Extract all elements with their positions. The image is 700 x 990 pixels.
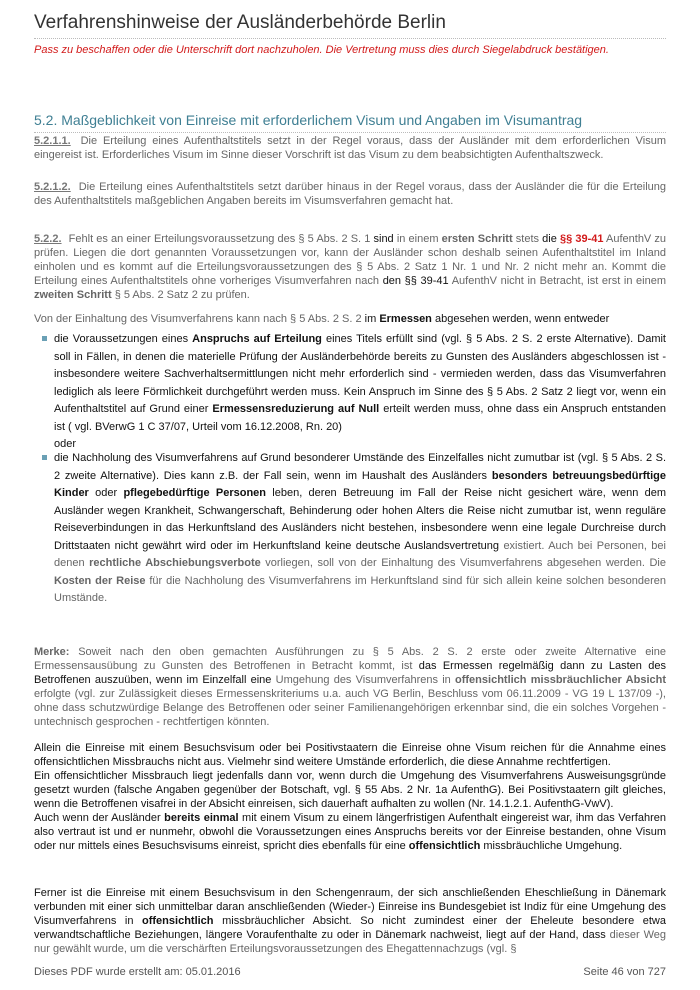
footer-page-number: Seite 46 von 727 (583, 966, 666, 978)
text-run: die Nachholung des Visumverfahrens auf Grund besonderer Umstände des Einzelfalles nicht zumutbar ist (vgl. § 5 Abs. 2 S. 2 zweite Alternative). Dies kann z.B. der Fall sein, wenn im Haushalt des Ausländers (54, 452, 666, 482)
text-run: oder (54, 438, 77, 450)
footer-created-date: Dieses PDF wurde erstellt am: 05.01.2016 (34, 966, 241, 978)
emphasis: offensichtlich (142, 915, 214, 927)
text-run: missbräuchlicher Absicht. So nicht zumindest einer der Eheleute besondere etwa verwandtschaftliche Beziehungen, längere Voraufenthalte zu oder in Dänemark nachweist, liegt auf der Hand, dass (34, 915, 666, 941)
emphasis: bereits einmal (164, 812, 239, 824)
list-item-unzumutbar (42, 450, 666, 608)
text-run: Ferner ist die Einreise mit einem Besuchsvisum in den Schengenraum, der sich anschließenden Eheschließung in Dänemark verbunden mit einer sich unmittelbar daran anschließenden (Wieder-) Einreise ins Bundesgebiet ist Indiz für eine Umgehung des Visumverfahrens in (34, 887, 666, 927)
emphasis: §§ 39-41 (559, 233, 604, 245)
bullet-icon (42, 336, 47, 341)
text-run: existiert. Auch bei Personen, bei denen (54, 539, 666, 569)
emphasis: pflegebedürftige Personen (123, 487, 267, 499)
emphasis: ersten Schritt (441, 233, 513, 245)
merke-paragraph (34, 645, 666, 729)
text-run: sind (373, 233, 394, 245)
emphasis: besonders betreuungsbedürftige Kinder (54, 469, 666, 499)
text-run: AufenthV nicht in Betracht, ist erst in einem (451, 275, 667, 287)
emphasis: Kosten der Reise (54, 574, 146, 587)
bullet-icon (42, 455, 47, 460)
text-run: Soweit nach den oben gemachten Ausführungen zu § 5 Abs. 2 S. 2 erste oder zweite Alternative eine Ermessensausübung zu Gunsten des Betroffenen in Betracht kommt, ist (34, 646, 666, 672)
paragraph-number: 5.2.1.1. (34, 135, 71, 147)
list-item-anspruch (42, 331, 666, 454)
daenemark-paragraph (34, 886, 666, 956)
text-run: die (542, 233, 557, 245)
paragraph-5-2-1-1 (34, 134, 666, 162)
text-run: das Ermessen regelmäßig dann zu Lasten des Betroffenen auszuüben, wenn im Einzelfall eine (34, 660, 667, 686)
intro-paragraph (34, 312, 666, 326)
text-block: Ein offensichtlicher Missbrauch liegt jedenfalls dann vor, wenn durch die Umgehung des Visumverfahrens Ausweisungsgründe gesetzt wurden (falsche Angaben gegenüber der Botschaft, vgl. § 55 Abs. 2 Nr. 1a AufenthG). Bei Positivstaatern gilt gleiches, wenn die Betroffenen visafrei in der Absicht einreisen, sich dauerhaft aufhalten zu wollen (Nr. 14.1.2.1. AufenthG-VwV). (34, 770, 666, 810)
missbrauch-paragraph (34, 741, 666, 853)
text-run: den §§ 39-41 (382, 275, 449, 287)
emphasis: offensichtlich missbräuchlicher Absicht (455, 674, 666, 686)
text-run: erteilt werden muss, ohne dass ein Anspruch entstanden ist ( vgl. BVerwG 1 C 37/07, Urteil vom 16.12.2008, Rn. 20) (54, 403, 666, 433)
text-run: Auch wenn der Ausländer (34, 812, 161, 824)
text-run: die Voraussetzungen eines (54, 333, 189, 345)
emphasis: Ermessensreduzierung auf Null (212, 403, 380, 415)
emphasis: Anspruchs auf Erteilung (192, 333, 322, 345)
header-divider (34, 38, 666, 39)
text-run: dieser Weg nur gewählt wurde, um die verschärften Erteilungsvoraussetzungen des Ehegattennachzugs (vgl. § (34, 929, 666, 955)
text-run: in einem (396, 233, 439, 245)
document-title: Verfahrenshinweise der Ausländerbehörde Berlin (34, 12, 446, 33)
text-block: Allein die Einreise mit einem Besuchsvisum oder bei Positivstaatern die Einreise ohne Visum reichen für die Annahme eines offensichtlichen Missbrauchs nicht aus. Vielmehr sind weitere Umstände erforderlich, die diese Annahme rechtfertigen. (34, 742, 666, 768)
section-heading: 5.2. Maßgeblichkeit von Einreise mit erforderlichem Visum und Angaben im Visumantrag (34, 112, 583, 128)
text-block (34, 811, 666, 853)
paragraph-number: 5.2.2. (34, 233, 62, 245)
text-run: erfolgte (vgl. zur Zulässigkeit dieses Ermessenskriteriums u.a. auch VG Berlin, Beschluss vom 06.11.2009 - VG 19 L 137/09 -), ohne dass schutzwürdige Belange des Betroffenen oder seiner Familienangehörigen erkennbar sind, die ein solches Vorgehen - untechnisch gesprochen - rechtfertigen könnten. (34, 688, 666, 728)
text-run: Von der Einhaltung des Visumverfahrens kann nach § 5 Abs. 2 S. 2 (34, 313, 362, 325)
paragraph-5-2-1-2 (34, 180, 666, 208)
text-run: AufenthV zu prüfen. Liegen die dort genannten Voraussetzungen vor, kann der Ausländer schon deshalb seinen Aufenthaltstitel im Inland einholen und es kommt auf die Erteilungsvoraussetzungen des § 5 Abs. 2 Satz 1 Nr. 1 und Nr. 2 nicht mehr an. Kommt die Erteilung eines Aufenthaltstitels ohne vorheriges Visumverfahren nach (34, 233, 667, 287)
text-run: missbräuchliche Umgehung. (483, 840, 623, 852)
text-run: Umgehung des Visumverfahrens in (275, 674, 451, 686)
text-run: mit einem Visum zu einem längerfristigen Aufenthalt eingereist war, ihm das Verfahren also vertraut ist und er nunmehr, obwohl die Voraussetzungen eines Anspruchs bereits vor der Einreise bestanden, ohne Visum oder nur mittels eines Besuchsvisums einreist, spricht dies ebenfalls für eine (34, 812, 666, 852)
text-run: im (364, 313, 377, 325)
text-run: Fehlt es an einer Erteilungsvoraussetzung des § 5 Abs. 2 S. 1 (68, 233, 371, 245)
paragraph-text: Die Erteilung eines Aufenthaltstitels setzt darüber hinaus in der Regel voraus, dass der Ausländer die für die Erteilung des Aufenthaltstitels maßgeblichen Angaben bereits im Visumsverfahren gemacht hat. (34, 181, 666, 207)
section-divider (34, 132, 666, 133)
text-run: abgesehen werden, wenn entweder (434, 313, 610, 325)
paragraph-text: Die Erteilung eines Aufenthaltstitels setzt in der Regel voraus, dass der Ausländer mit dem erforderlichen Visum eingereist ist. Erforderliches Visum im Sinne dieser Vorschrift ist das Visum zu dem beabsichtigten Aufenthaltszweck. (34, 135, 666, 161)
text-run: leben, deren Betreuung im Fall der Reise nicht gesichert wäre, wenn dem Ausländer wegen Krankheit, Schwangerschaft, Behinderung oder hohen Alters die Reise nicht zumutbar ist, wenn reguläre Reiseverbindungen in das Herkunftsland des Ausländers nicht bestehen, insbesondere wenn eine legale Durchreise durch Drittstaaten nicht gewährt wird oder im Herkunftsland keine deutsche Auslandsvertretung (54, 487, 666, 552)
text-run: oder (95, 487, 118, 499)
text-run: eines Titels erfüllt sind (vgl. § 5 Abs. 2 S. 2 erste Alternative). Damit soll in Fällen, in denen die materielle Prüfung der Ausländerbehörde bereits zu Gunsten des Ausländers abgeschlossen ist - insbesondere weitere Sachverhaltsermittlungen nicht mehr erforderlich sind - vermieden werden, dass das Visumverfahren lediglich als leere Förmlichkeit durchgeführt werden muss. Kein Anspruch im Sinne des § 5 Abs. 2 Satz 2 liegt vor, wenn ein Aufenthaltstitel auf Grund einer (54, 333, 666, 415)
merke-label: Merke: (34, 646, 70, 658)
emphasis: rechtliche Abschiebungsverbote (89, 557, 261, 569)
text-run: für die Nachholung des Visumverfahrens im Herkunftsland sind für sich allein keine solchen besonderen Umstände. (54, 574, 666, 604)
emphasis: offensichtlich (408, 840, 481, 852)
emphasis: Ermessen (379, 313, 432, 325)
emphasis: zweiten Schritt (34, 289, 112, 301)
paragraph-5-2-2 (34, 232, 666, 302)
text-run: § 5 Abs. 2 Satz 2 zu prüfen. (114, 289, 250, 301)
paragraph-number: 5.2.1.2. (34, 181, 71, 193)
header-red-note: Pass zu beschaffen oder die Unterschrift dort nachzuholen. Die Vertretung muss dies durch Siegelabdruck bestätigen. (34, 44, 609, 56)
text-run: vorliegen, soll von der Einhaltung des Visumverfahrens abgesehen werden. Die (265, 557, 666, 569)
text-run: stets (515, 233, 539, 245)
